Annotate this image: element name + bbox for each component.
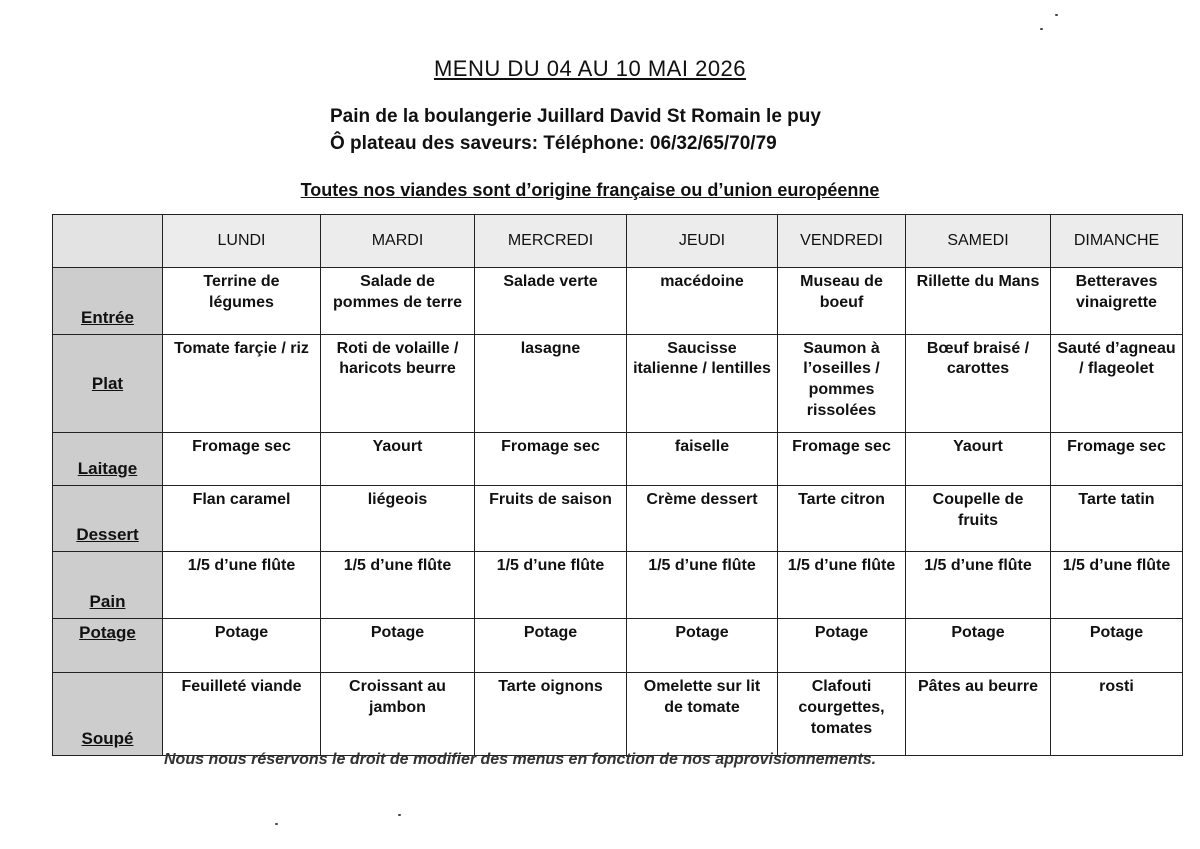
menu-cell: 1/5 d’une flûte — [778, 552, 906, 619]
menu-cell: Tarte tatin — [1051, 485, 1183, 552]
menu-cell: Fromage sec — [163, 433, 321, 485]
row-label-pain: Pain — [53, 552, 163, 619]
menu-cell: 1/5 d’une flûte — [163, 552, 321, 619]
menu-cell: Pâtes au beurre — [906, 673, 1051, 756]
day-header-row — [53, 215, 1183, 268]
menu-cell: Fruits de saison — [475, 485, 627, 552]
menu-cell: Coupelle de fruits — [906, 485, 1051, 552]
menu-cell: 1/5 d’une flûte — [475, 552, 627, 619]
scan-speck — [398, 814, 401, 816]
scan-speck — [1040, 28, 1043, 30]
menu-cell: Rillette du Mans — [906, 268, 1051, 335]
day-header-wednesday: MERCREDI — [475, 215, 627, 268]
menu-cell: Saucisse italienne / lentilles — [627, 334, 778, 433]
weekly-menu-table — [52, 214, 1183, 756]
menu-cell: Fromage sec — [1051, 433, 1183, 485]
menu-cell: 1/5 d’une flûte — [321, 552, 475, 619]
menu-cell: lasagne — [475, 334, 627, 433]
row-label-entree: Entrée — [53, 268, 163, 335]
menu-cell: Sauté d’agneau / flageolet — [1051, 334, 1183, 433]
menu-cell: Salade de pommes de terre — [321, 268, 475, 335]
caterer-phone-info: Ô plateau des saveurs: Téléphone: 06/32/65/70/79 — [330, 133, 777, 154]
menu-row-plat — [53, 334, 1183, 433]
meat-origin-notice: Toutes nos viandes sont d’origine française ou d’union européenne — [300, 180, 880, 200]
day-header-saturday: SAMEDI — [906, 215, 1051, 268]
menu-row-dessert — [53, 485, 1183, 552]
menu-cell: Omelette sur lit de tomate — [627, 673, 778, 756]
menu-cell: Bœuf braisé / carottes — [906, 334, 1051, 433]
menu-cell: Crème dessert — [627, 485, 778, 552]
menu-cell: faiselle — [627, 433, 778, 485]
menu-cell: Fromage sec — [778, 433, 906, 485]
menu-cell: 1/5 d’une flûte — [627, 552, 778, 619]
menu-cell: Saumon à l’oseilles / pommes rissolées — [778, 334, 906, 433]
menu-cell: Tarte citron — [778, 485, 906, 552]
row-label-potage: Potage — [53, 618, 163, 672]
menu-cell: 1/5 d’une flûte — [1051, 552, 1183, 619]
menu-cell: Potage — [321, 618, 475, 672]
day-header-friday: VENDREDI — [778, 215, 906, 268]
corner-cell — [53, 215, 163, 268]
day-header-tuesday: MARDI — [321, 215, 475, 268]
row-label-laitage: Laitage — [53, 433, 163, 485]
menu-cell: Potage — [163, 618, 321, 672]
menu-row-pain — [53, 552, 1183, 619]
menu-cell: Terrine de légumes — [163, 268, 321, 335]
menu-cell: Potage — [475, 618, 627, 672]
menu-cell: Feuilleté viande — [163, 673, 321, 756]
menu-cell: macédoine — [627, 268, 778, 335]
menu-row-soupe — [53, 673, 1183, 756]
menu-cell: Yaourt — [906, 433, 1051, 485]
scan-speck — [275, 823, 278, 825]
menu-cell: Salade verte — [475, 268, 627, 335]
menu-cell: Clafouti courgettes, tomates — [778, 673, 906, 756]
menu-cell: Tarte oignons — [475, 673, 627, 756]
menu-cell: Betteraves vinaigrette — [1051, 268, 1183, 335]
menu-cell: Potage — [778, 618, 906, 672]
menu-cell: Potage — [906, 618, 1051, 672]
row-label-dessert: Dessert — [53, 485, 163, 552]
menu-disclaimer: Nous nous réservons le droit de modifier des menus en fonction de nos approvisionnements. — [164, 751, 877, 768]
day-header-sunday: DIMANCHE — [1051, 215, 1183, 268]
menu-cell: Flan caramel — [163, 485, 321, 552]
menu-cell: Potage — [627, 618, 778, 672]
menu-cell: Fromage sec — [475, 433, 627, 485]
menu-cell: liégeois — [321, 485, 475, 552]
menu-cell: Tomate farçie / riz — [163, 334, 321, 433]
menu-row-entree — [53, 268, 1183, 335]
row-label-soupe: Soupé — [53, 673, 163, 756]
page-title: MENU DU 04 AU 10 MAI 2026 — [433, 56, 747, 81]
menu-cell: Museau de boeuf — [778, 268, 906, 335]
day-header-monday: LUNDI — [163, 215, 321, 268]
menu-row-potage — [53, 618, 1183, 672]
menu-cell: Roti de volaille / haricots beurre — [321, 334, 475, 433]
row-label-plat: Plat — [53, 334, 163, 433]
menu-cell: Potage — [1051, 618, 1183, 672]
menu-cell: rosti — [1051, 673, 1183, 756]
day-header-thursday: JEUDI — [627, 215, 778, 268]
menu-cell: Croissant au jambon — [321, 673, 475, 756]
menu-row-laitage — [53, 433, 1183, 485]
menu-cell: 1/5 d’une flûte — [906, 552, 1051, 619]
menu-cell: Yaourt — [321, 433, 475, 485]
bakery-info: Pain de la boulangerie Juillard David St Romain le puy — [330, 106, 821, 127]
scan-speck — [1055, 14, 1058, 16]
